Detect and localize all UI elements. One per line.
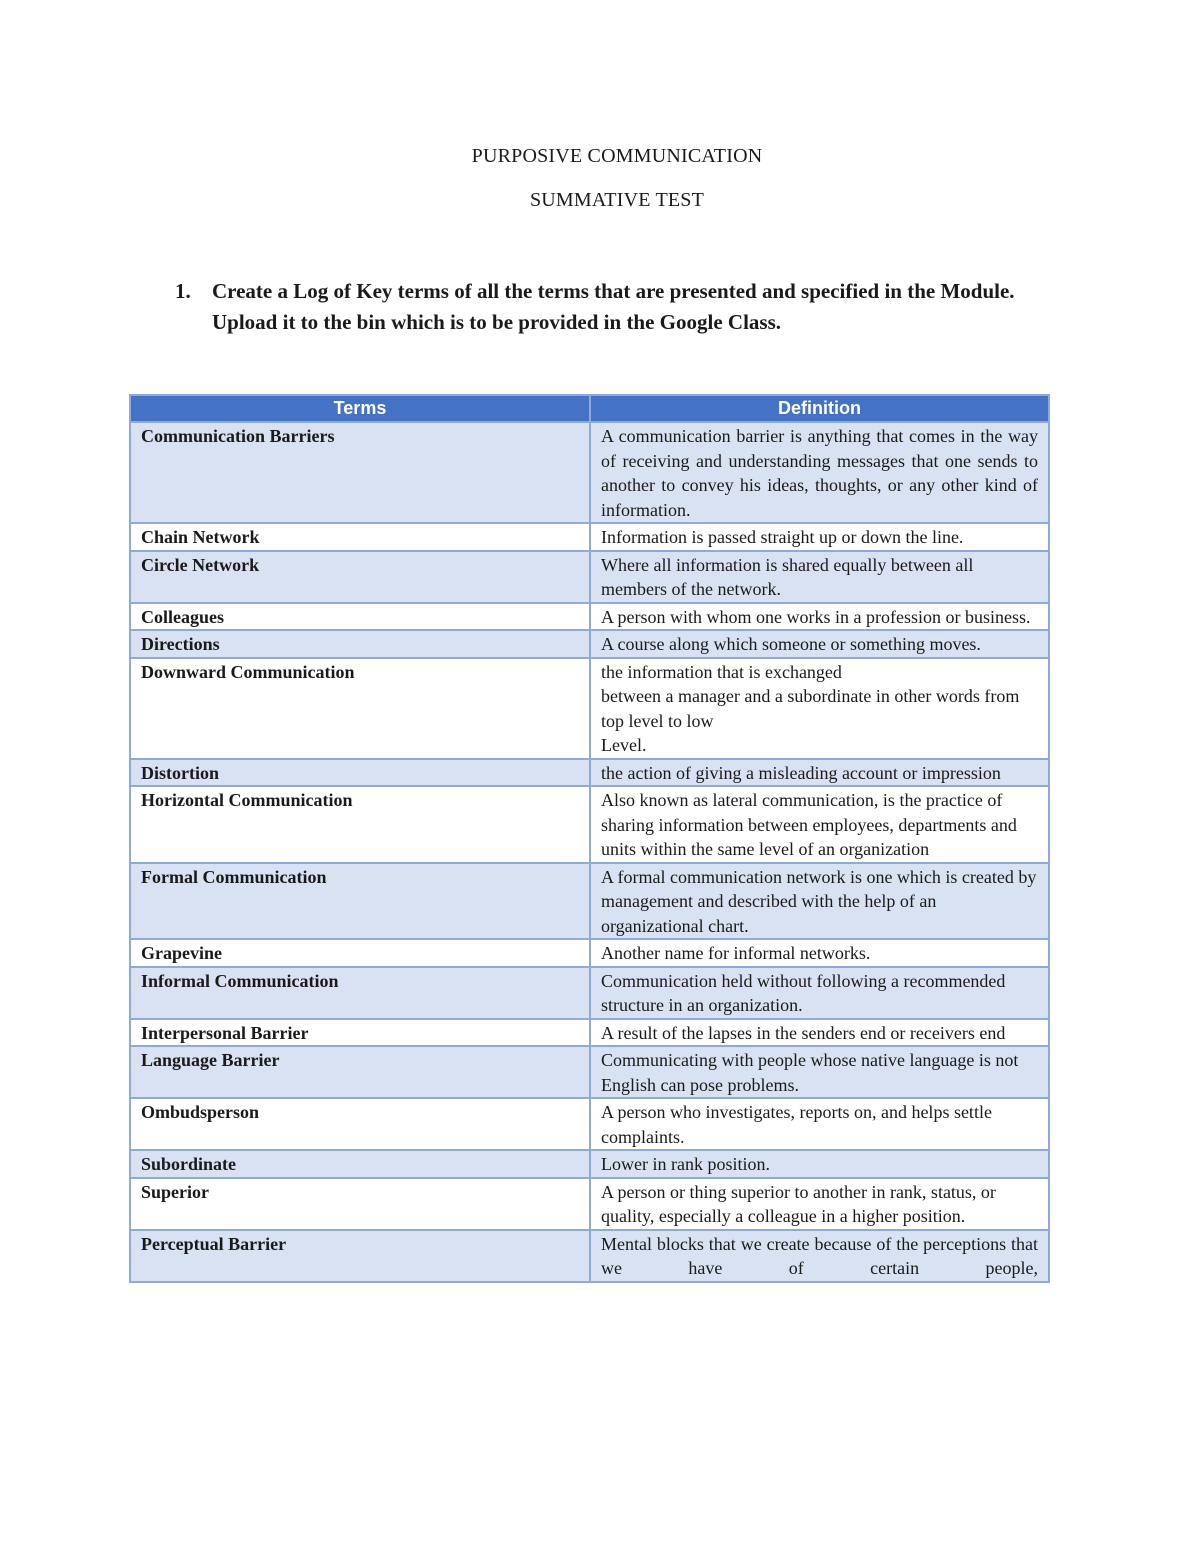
term-cell: Ombudsperson: [130, 1098, 590, 1150]
definition-cell: A communication barrier is anything that comes in the way of receiving and understanding messages that one sends to another to convey his ideas, thoughts, or any other kind of information.: [590, 422, 1049, 523]
term-cell: Downward Communication: [130, 658, 590, 759]
definition-cell: Mental blocks that we create because of the perceptions that we have of certain people,: [590, 1230, 1049, 1282]
column-header-definition: Definition: [590, 395, 1049, 422]
definition-cell: Where all information is shared equally between all members of the network.: [590, 551, 1049, 603]
term-cell: Superior: [130, 1178, 590, 1230]
term-cell: Communication Barriers: [130, 422, 590, 523]
definition-cell: A result of the lapses in the senders end or receivers end: [590, 1019, 1049, 1047]
table-row: [130, 967, 1049, 1019]
table-row: [130, 1150, 1049, 1178]
table-row: [130, 1098, 1049, 1150]
table-row: [130, 603, 1049, 631]
term-cell: Interpersonal Barrier: [130, 1019, 590, 1047]
term-cell: Horizontal Communication: [130, 786, 590, 863]
term-cell: Informal Communication: [130, 967, 590, 1019]
definition-cell: Lower in rank position.: [590, 1150, 1049, 1178]
definition-cell: A course along which someone or something moves.: [590, 630, 1049, 658]
definition-cell: Also known as lateral communication, is the practice of sharing information between employees, departments and units within the same level of an organization: [590, 786, 1049, 863]
table-row: [130, 1046, 1049, 1098]
table-row: [130, 939, 1049, 967]
term-cell: Colleagues: [130, 603, 590, 631]
definition-cell: A formal communication network is one which is created by management and described with the help of an organizational chart.: [590, 863, 1049, 940]
definition-line: the information that is exchanged: [601, 661, 842, 682]
term-cell: Chain Network: [130, 523, 590, 551]
term-cell: Circle Network: [130, 551, 590, 603]
table-row: [130, 658, 1049, 759]
instruction-item: [175, 276, 1055, 338]
definition-cell: A person who investigates, reports on, and helps settle complaints.: [590, 1098, 1049, 1150]
definition-cell: the action of giving a misleading account or impression: [590, 759, 1049, 787]
definition-cell: Communicating with people whose native language is not English can pose problems.: [590, 1046, 1049, 1098]
page-subtitle: SUMMATIVE TEST: [529, 189, 705, 211]
definition-line: Level.: [601, 735, 647, 755]
table-row: [130, 863, 1049, 940]
table-row: [130, 422, 1049, 523]
table-row: [130, 759, 1049, 787]
column-header-terms: Terms: [130, 395, 590, 422]
term-cell: Language Barrier: [130, 1046, 590, 1098]
definition-line: between a manager and a subordinate in other words from top level to low: [601, 686, 1020, 731]
table-row: [130, 1230, 1049, 1282]
instruction-text: Create a Log of Key terms of all the terms that are presented and specified in the Module. Upload it to the bin which is to be provided in the Google Class.: [212, 279, 1015, 334]
definition-cell: A person with whom one works in a profession or business.: [590, 603, 1049, 631]
definition-cell: [590, 658, 1049, 759]
definition-cell: Communication held without following a recommended structure in an organization.: [590, 967, 1049, 1019]
term-cell: Perceptual Barrier: [130, 1230, 590, 1282]
key-terms-table: [129, 394, 1050, 1283]
table-row: [130, 523, 1049, 551]
table-row: [130, 551, 1049, 603]
instruction-number: 1.: [175, 279, 191, 303]
table-row: [130, 1178, 1049, 1230]
table-row: [130, 630, 1049, 658]
page-title: PURPOSIVE COMMUNICATION: [471, 145, 763, 167]
term-cell: Directions: [130, 630, 590, 658]
table-row: [130, 1019, 1049, 1047]
definition-cell: Information is passed straight up or down the line.: [590, 523, 1049, 551]
term-cell: Distortion: [130, 759, 590, 787]
term-cell: Subordinate: [130, 1150, 590, 1178]
definition-cell: A person or thing superior to another in rank, status, or quality, especially a colleague in a higher position.: [590, 1178, 1049, 1230]
term-cell: Grapevine: [130, 939, 590, 967]
table-row: [130, 786, 1049, 863]
definition-cell: Another name for informal networks.: [590, 939, 1049, 967]
table-header-row: [130, 395, 1049, 422]
term-cell: Formal Communication: [130, 863, 590, 940]
